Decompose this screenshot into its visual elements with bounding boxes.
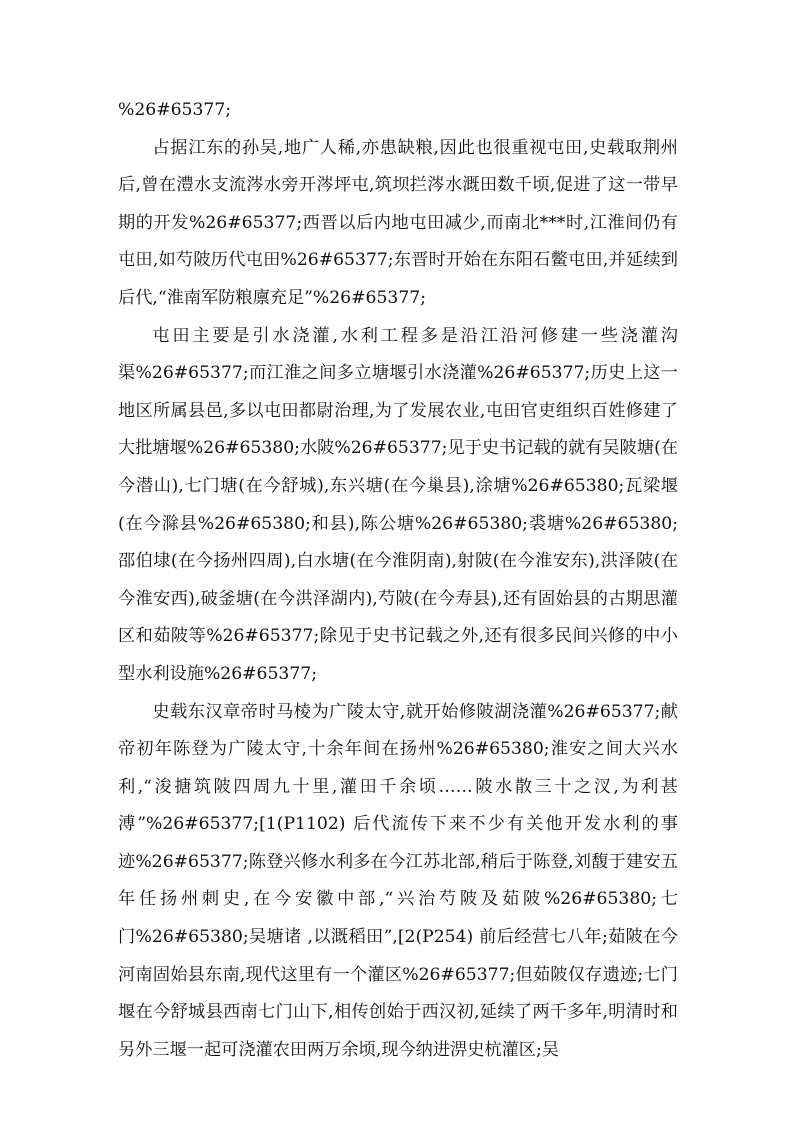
paragraph-irrigation-works: 屯田主要是引水浇灌,水利工程多是沿江沿河修建一些浇灌沟渠%26#65377;而江淮之间多立塘堰引水浇灌%26#65377;历史上这一地区所属县邑,多以屯田都尉治理,为了发展农业,屯田官吏组织百姓修建了大批塘堰%26#65380;水陂%26#65377;见于史书记载的就有吴陂塘(在今潜山),七门塘(在今舒城),东兴塘(在今巢县),涂塘%26#65380;瓦梁堰(在今滁县%26#65380;和县),陈公塘%26#65380;裘塘%26#65380;邵伯埭(在今扬州四周),白水塘(在今淮阴南),射陂(在今淮安东),洪泽陂(在今淮安西),破釜塘(在今洪泽湖内),芍陂(在今寿县),还有固始县的古期思灌区和茹陂等%26#65377;除见于史书记载之外,还有很多民间兴修的中小型水利设施%26#65377; bbox=[118, 325, 678, 684]
document-page bbox=[118, 92, 678, 1069]
paragraph-fragment: %26#65377; bbox=[118, 100, 232, 120]
paragraph-sun-wu-tuntian: 占据江东的孙吴,地广人稀,亦患缺粮,因此也很重视屯田,史载取荆州后,曾在澧水支流涔水旁开涔坪屯,筑坝拦涔水溉田数千顷,促进了这一带早期的开发%26#65377;西晋以后内地屯田减少,而南北***时,江淮间仍有屯田,如芍陂历代屯田%26#65377;东晋时开始在东阳石鳖屯田,并延续到后代,“淮南军防粮廪充足”%26#65377; bbox=[118, 137, 678, 308]
paragraph-han-records: 史载东汉章帝时马棱为广陵太守,就开始修陂湖浇灌%26#65377;献帝初年陈登为广陵太守,十余年间在扬州%26#65380;淮安之间大兴水利,“浚搪筑陂四周九十里,灌田千余顷……陂水散三十之汊,为利甚溥”%26#65377;[1(P1102) 后代流传下来不少有关他开发水利的事迹%26#65377;陈登兴修水利多在今江苏北部,稍后于陈登,刘馥于建安五年任扬州刺史,在今安徽中部,“兴治芍陂及茹陂%26#65380;七门%26#65380;吴塘诸 ,以溉稻田”,[2(P254) 前后经营七八年;茹陂在今河南固始县东南,现代这里有一个灌区%26#65377;但茹陂仅存遗迹;七门堰在今舒城县西南七门山下,相传创始于西汉初,延续了两千多年,明清时和另外三堰一起可浇灌农田两万余顷,现今纳进淠史杭灌区;吴 bbox=[118, 701, 678, 1060]
